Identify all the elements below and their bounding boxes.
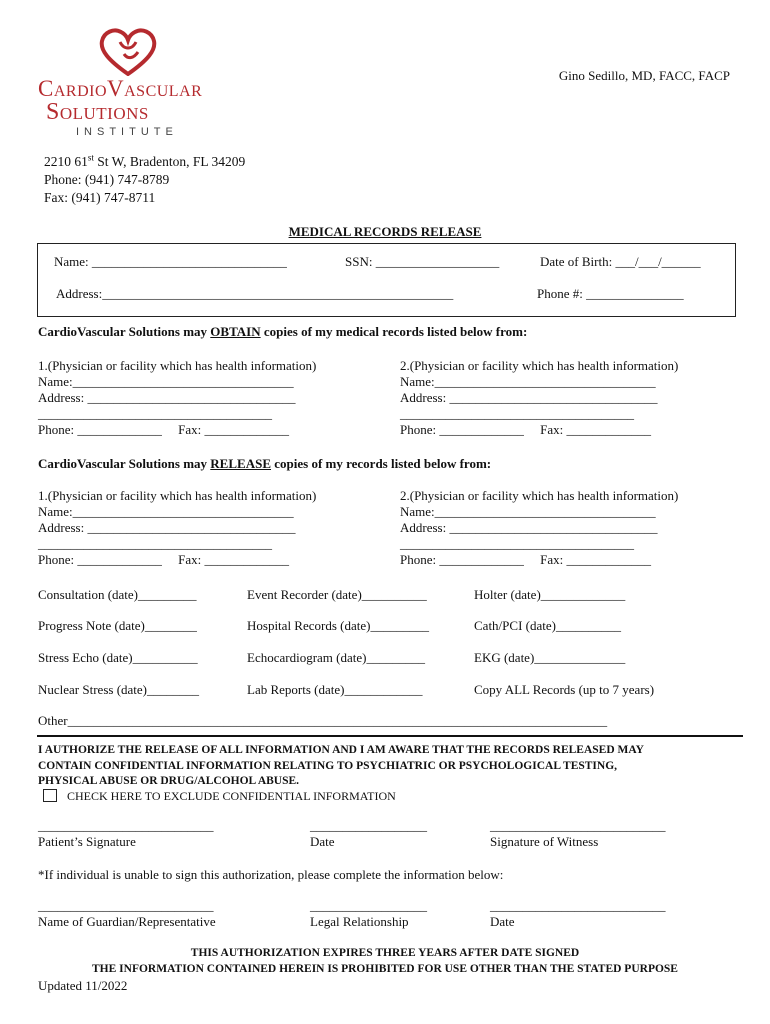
purpose-notice: THE INFORMATION CONTAINED HEREIN IS PROHIBITED FOR USE OTHER THAN THE STATED PURPOSE: [92, 963, 678, 975]
section-divider: [37, 735, 743, 737]
clinic-address: 2210 61st St W, Bradenton, FL 34209: [44, 152, 246, 169]
record-ekg[interactable]: EKG (date)______________: [474, 650, 626, 665]
relationship-line[interactable]: __________________: [310, 898, 427, 913]
unable-to-sign-note: *If individual is unable to sign this authorization, please complete the information below:: [38, 867, 504, 882]
record-hospital-records[interactable]: Hospital Records (date)_________: [247, 618, 429, 633]
provider-address-field[interactable]: Address: ________________________________: [38, 520, 296, 535]
provider-phone-field[interactable]: Phone: _____________: [400, 422, 524, 437]
logo-line2: Solutions: [46, 99, 149, 125]
provider-phone-field[interactable]: Phone: _____________: [38, 552, 162, 567]
form-title: MEDICAL RECORDS RELEASE: [288, 224, 482, 239]
obtain-provider-1: [38, 358, 316, 438]
provider-fax-field[interactable]: Fax: _____________: [178, 552, 289, 567]
heart-logo-icon: [98, 28, 158, 76]
provider-address-field[interactable]: Address: ________________________________: [400, 390, 658, 405]
provider-fax-field[interactable]: Fax: _____________: [540, 552, 651, 567]
record-progress-note[interactable]: Progress Note (date)________: [38, 618, 197, 633]
clinic-phone: Phone: (941) 747-8789: [44, 172, 170, 187]
provider-name-field[interactable]: Name:__________________________________: [38, 374, 294, 389]
record-nuclear-stress[interactable]: Nuclear Stress (date)________: [38, 682, 200, 697]
patient-dob-field[interactable]: Date of Birth: ___/___/______: [540, 254, 701, 269]
clinic-fax: Fax: (941) 747-8711: [44, 190, 156, 205]
record-stress-echo[interactable]: Stress Echo (date)__________: [38, 650, 198, 665]
logo-line1: CardioVascular: [38, 76, 203, 101]
witness-signature-line[interactable]: ___________________________: [490, 818, 666, 833]
patient-signature-line[interactable]: ___________________________: [38, 818, 214, 833]
patient-signature-label: Patient’s Signature: [38, 834, 136, 849]
record-other-field[interactable]: Other___________________________________________________________________________________: [38, 713, 608, 728]
record-cath-pci[interactable]: Cath/PCI (date)__________: [474, 618, 621, 633]
patient-name-field[interactable]: Name: ______________________________: [54, 254, 287, 269]
provider-header: 1.(Physician or facility which has health information): [38, 358, 317, 373]
patient-ssn-field[interactable]: SSN: ___________________: [345, 254, 500, 269]
patient-address-field[interactable]: Address:______________________________________________________: [56, 286, 454, 301]
provider-phone-field[interactable]: Phone: _____________: [38, 422, 162, 437]
expiration-notice: THIS AUTHORIZATION EXPIRES THREE YEARS AFTER DATE SIGNED: [190, 947, 580, 959]
provider-fax-field[interactable]: Fax: _____________: [540, 422, 651, 437]
logo: [38, 28, 228, 140]
logo-line3: INSTITUTE: [76, 126, 178, 138]
provider-phone-field[interactable]: Phone: _____________: [400, 552, 524, 567]
exclude-confidential-checkbox[interactable]: [43, 789, 57, 802]
record-consultation[interactable]: Consultation (date)_________: [38, 587, 197, 602]
signature-date-line[interactable]: __________________: [310, 818, 427, 833]
provider-address-line[interactable]: ____________________________________: [400, 406, 634, 421]
provider-address-field[interactable]: Address: ________________________________: [38, 390, 296, 405]
record-event-recorder[interactable]: Event Recorder (date)__________: [247, 587, 427, 602]
provider-address-line[interactable]: ____________________________________: [38, 536, 272, 551]
provider-name-field[interactable]: Name:__________________________________: [38, 504, 294, 519]
release-provider-2: [400, 488, 678, 568]
guardian-name-label: Name of Guardian/Representative: [38, 914, 216, 929]
provider-name-field[interactable]: Name:__________________________________: [400, 504, 656, 519]
provider-address-line[interactable]: ____________________________________: [38, 406, 272, 421]
relationship-label: Legal Relationship: [310, 914, 409, 929]
provider-header: 1.(Physician or facility which has health information): [38, 488, 317, 503]
provider-header: 2.(Physician or facility which has health information): [400, 488, 679, 503]
release-heading: CardioVascular Solutions may RELEASE copies of my records listed below from:: [38, 456, 492, 471]
patient-phone-field[interactable]: Phone #: _______________: [537, 286, 684, 301]
exclude-confidential-label: CHECK HERE TO EXCLUDE CONFIDENTIAL INFORMATION: [67, 789, 396, 803]
provider-address-field[interactable]: Address: ________________________________: [400, 520, 658, 535]
signature-date-label: Date: [310, 834, 335, 849]
provider-name-field[interactable]: Name:__________________________________: [400, 374, 656, 389]
obtain-provider-2: [400, 358, 678, 438]
record-copy-all[interactable]: Copy ALL Records (up to 7 years): [474, 682, 655, 697]
guardian-date-label: Date: [490, 914, 515, 929]
authorization-statement: I AUTHORIZE THE RELEASE OF ALL INFORMATION AND I AM AWARE THAT THE RECORDS RELEASED MAY CONTAIN CONFIDENTIAL INFORMATION RELATING TO PSYCHIATRIC OR PSYCHOLOGICAL TESTING, PHYSICAL ABUSE OR DRUG/ALCOHOL ABUSE.: [38, 744, 644, 787]
guardian-date-line[interactable]: ___________________________: [490, 898, 666, 913]
record-echocardiogram[interactable]: Echocardiogram (date)_________: [247, 650, 425, 665]
updated-date: Updated 11/2022: [38, 978, 128, 993]
guardian-name-line[interactable]: ___________________________: [38, 898, 214, 913]
record-holter[interactable]: Holter (date)_____________: [474, 587, 626, 602]
provider-header: 2.(Physician or facility which has health information): [400, 358, 679, 373]
obtain-heading: CardioVascular Solutions may OBTAIN copies of my medical records listed below from:: [38, 324, 528, 339]
provider-address-line[interactable]: ____________________________________: [400, 536, 634, 551]
provider-fax-field[interactable]: Fax: _____________: [178, 422, 289, 437]
record-lab-reports[interactable]: Lab Reports (date)____________: [247, 682, 423, 697]
witness-signature-label: Signature of Witness: [490, 834, 599, 849]
release-provider-1: [38, 488, 316, 568]
physician-name: Gino Sedillo, MD, FACC, FACP: [558, 68, 730, 83]
